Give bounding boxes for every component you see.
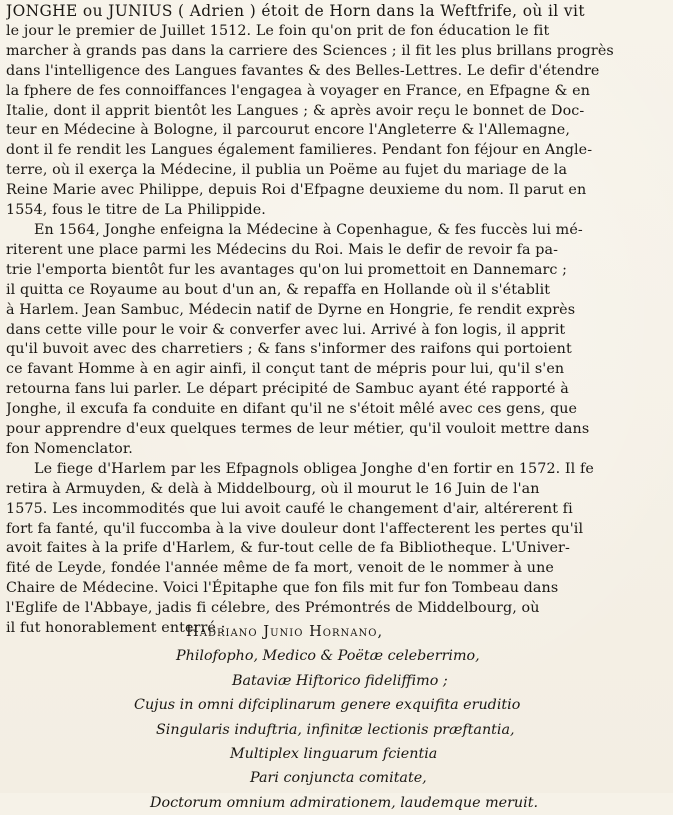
text-line: terre, où il exerça la Médecine, il publia un Poëme au fujet du mariage de la <box>6 162 568 179</box>
text-line: Italie, dont il apprit bientôt les Langues ; & après avoir reçu le bonnet de Doc- <box>6 102 585 119</box>
epitaph-line: Doctorum omnium admirationem, laudemque meruit. <box>150 794 538 811</box>
epitaph-line: Bataviæ Hiftorico fideliffimo ; <box>232 672 448 689</box>
paragraph-3 <box>6 460 666 639</box>
text-line: JONGHE ou JUNIUS ( Adrien ) étoit de Horn dans la Weftfrife, où il vit <box>6 2 585 20</box>
text-line: fort fa fanté, qu'il fuccomba à la vive douleur dont l'affecterent les pertes qu'il <box>6 520 584 537</box>
text-line: il quitta ce Royaume au bout d'un an, & repaffa en Hollande où il s'établit <box>6 281 551 298</box>
text-line: marcher à grands pas dans la carriere des Sciences ; il fit les plus brillans progrès <box>6 42 614 59</box>
text-line: le jour le premier de Juillet 1512. Le foin qu'on prit de fon éducation le fit <box>6 22 550 39</box>
text-line: Le fiege d'Harlem par les Efpagnols obligea Jonghe d'en fortir en 1572. Il fe <box>34 460 594 477</box>
paragraph-2 <box>6 221 666 460</box>
epitaph-name: Hadriano Junio Hornano, <box>186 623 384 640</box>
text-line: trie l'emporta bientôt fur les avantages qu'on lui promettoit en Dannemarc ; <box>6 261 568 278</box>
text-line: ce favant Homme à en agir ainfi, il conçut tant de mépris pour lui, qu'il s'en <box>6 361 565 378</box>
text-line: la fphere de fes connoiffances l'engagea à voyager en France, en Efpagne & en <box>6 82 591 99</box>
text-line: riterent une place parmi les Médecins du Roi. Mais le defir de revoir fa pa- <box>6 241 559 258</box>
text-line: Reine Marie avec Philippe, depuis Roi d'Efpagne deuxieme du nom. Il parut en <box>6 182 587 199</box>
text-line: dans cette ville pour le voir & converfer avec lui. Arrivé à fon logis, il apprit <box>6 321 566 338</box>
text-line: l'Eglife de l'Abbaye, jadis fi célebre, des Prémontrés de Middelbourg, où <box>6 600 540 617</box>
epitaph <box>0 620 673 815</box>
text-line: à Harlem. Jean Sambuc, Médecin natif de Dyrne en Hongrie, fe rendit exprès <box>6 301 576 318</box>
text-line: Chaire de Médecine. Voici l'Épitaphe que fon fils mit fur fon Tombeau dans <box>6 580 559 597</box>
text-line: dont il fe rendit les Langues également familieres. Pendant fon féjour en Angle- <box>6 142 593 159</box>
text-line: En 1564, Jonghe enfeigna la Médecine à Copenhague, & fes fuccès lui mé- <box>34 221 583 238</box>
text-line: fité de Leyde, fondée l'année même de fa mort, venoit de le nommer à une <box>6 560 554 577</box>
text-line: retira à Armuyden, & delà à Middelbourg, où il mourut le 16 Juin de l'an <box>6 480 540 497</box>
epitaph-line: Cujus in omni difciplinarum genere exquifita eruditio <box>134 697 521 714</box>
body-text <box>6 2 666 639</box>
text-line: fon Nomenclator. <box>6 440 133 457</box>
epitaph-line: Philofopho, Medico & Poëtæ celeberrimo, <box>176 648 480 665</box>
text-line: teur en Médecine à Bologne, il parcourut encore l'Angleterre & l'Allemagne, <box>6 122 571 139</box>
paragraph-1 <box>6 2 666 221</box>
text-line: avoit faites à la prife d'Harlem, & fur-tout celle de fa Bibliotheque. L'Univer- <box>6 540 570 557</box>
text-line: pour apprendre d'eux quelques termes de leur métier, qu'il vouloit mettre dans <box>6 421 590 438</box>
epitaph-line: Singularis induftria, infinitæ lectionis præftantia, <box>156 721 515 738</box>
text-line: qu'il buvoit avec des charretiers ; & fans s'informer des raifons qui portoient <box>6 341 572 358</box>
epitaph-line: Multiplex linguarum fcientia <box>230 746 438 763</box>
epitaph-line: Pari conjuncta comitate, <box>250 770 427 787</box>
text-line: 1575. Les incommodités que lui avoit caufé le changement d'air, altérerent fi <box>6 500 573 517</box>
text-line: retourna fans lui parler. Le départ précipité de Sambuc ayant été rapporté à <box>6 381 569 398</box>
text-line: dans l'intelligence des Langues favantes & des Belles-Lettres. Le defir d'étendre <box>6 62 600 79</box>
text-line: 1554, fous le titre de La Philippide. <box>6 202 266 219</box>
text-line: il fut honorablement enterré : <box>6 620 226 637</box>
text-line: Jonghe, il excufa fa conduite en difant qu'il ne s'étoit mêlé avec ces gens, que <box>6 401 578 418</box>
